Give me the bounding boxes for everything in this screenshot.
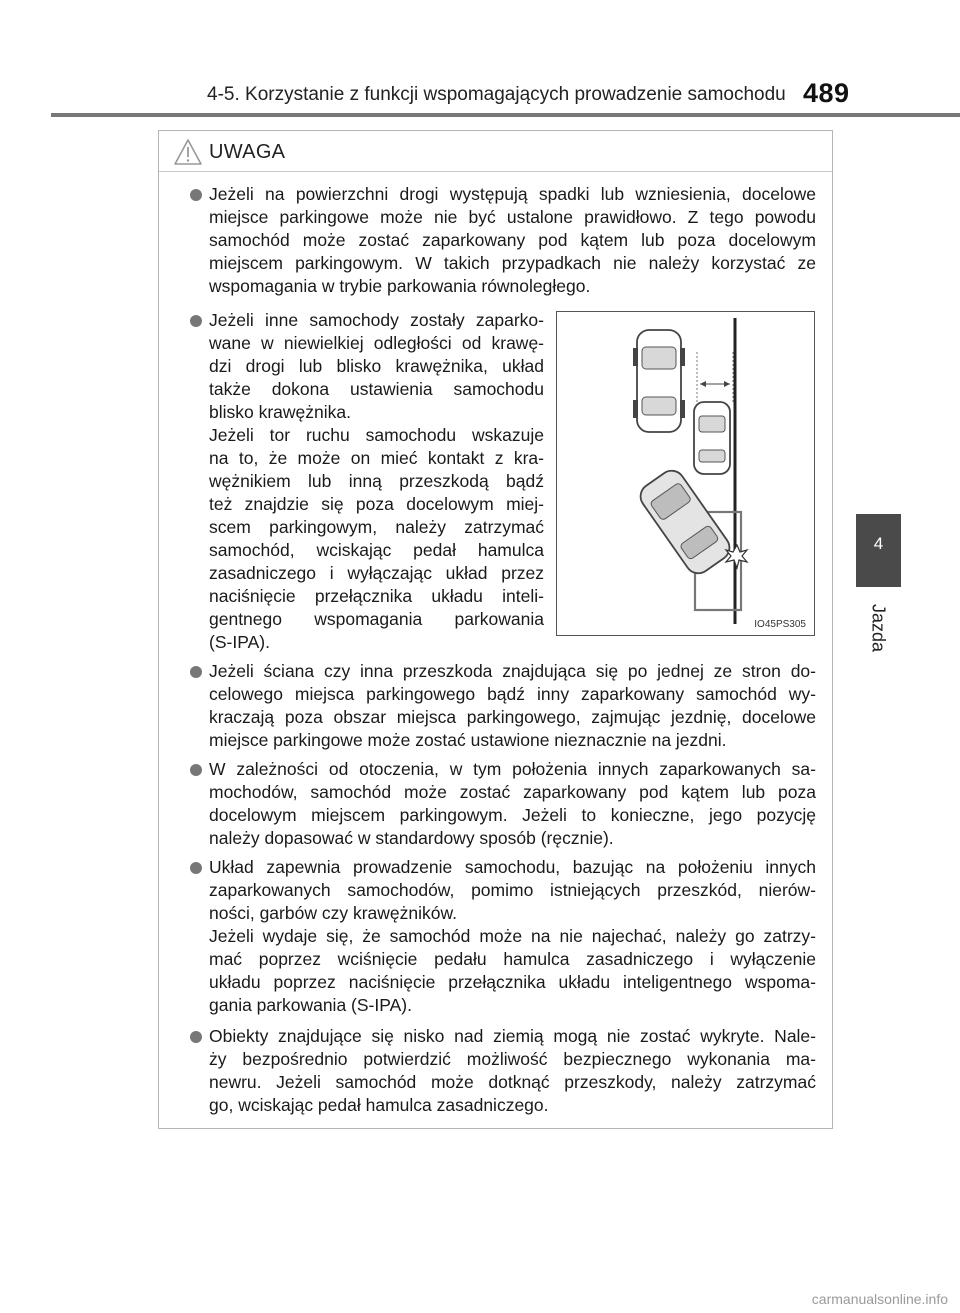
text-line: na to, że może on mieć kontakt z kra- (209, 448, 544, 468)
warning-header (159, 131, 832, 172)
text-line: zasadniczego i wyłączając układ przez (209, 563, 544, 583)
warning-item-1 (209, 183, 816, 298)
text-line: układu poprzez naciśnięcie przełącznika układu inteligentnego wspoma- (209, 972, 816, 992)
bullet-icon (190, 189, 202, 201)
text-line: też znajdzie się poza docelowym miej- (209, 494, 544, 514)
parking-illustration (556, 311, 815, 636)
text-line: ży bezpośrednio potwierdzić możliwość bezpiecznego wykonania ma- (209, 1049, 816, 1069)
chapter-tab-number: 4 (873, 534, 884, 553)
text-line: Jeżeli tor ruchu samochodu wskazuje (209, 425, 544, 445)
text-line: celowego miejsca parkingowego bądź inny zaparkowany samochód wy- (209, 684, 816, 704)
bullet-icon (190, 666, 202, 678)
warning-title: UWAGA (209, 141, 286, 163)
bullet-icon (190, 862, 202, 874)
text-line: ności, garbów czy krawężników. (209, 903, 458, 923)
watermark-text: carmanualsonline.info (811, 1291, 948, 1307)
text-line: miejscem parkingowym. W takich przypadkach nie należy korzystać ze (209, 253, 816, 273)
chapter-tab[interactable] (856, 514, 901, 587)
text-line: gentnego wspomagania parkowania (209, 609, 544, 629)
warning-triangle-icon (173, 138, 203, 166)
text-line: Jeżeli ściana czy inna przeszkoda znajdująca się po jednej ze stron do- (209, 661, 816, 681)
text-line: newru. Jeżeli samochód może dotknąć przeszkody, należy zatrzymać (209, 1072, 816, 1092)
text-line: wężnikiem lub inną przeszkodą bądź (209, 471, 544, 491)
text-line: mochodów, samochód może zostać zaparkowany pod kątem lub poza (209, 782, 816, 802)
text-line: Jeżeli wydaje się, że samochód może na nie najechać, należy go zatrzy- (209, 926, 816, 946)
warning-item-4 (209, 758, 816, 850)
header-title: 4-5. Korzystanie z funkcji wspomagających prowadzenie samochodu (207, 84, 786, 105)
text-line: mać poprzez wciśnięcie pedału hamulca zasadniczego i wyłączenie (209, 949, 816, 969)
text-line: scem parkingowym, należy zatrzymać (209, 517, 544, 537)
chapter-label (866, 598, 890, 658)
text-line: Układ zapewnia prowadzenie samochodu, bazując na położeniu innych (209, 857, 816, 877)
text-line: (S-IPA). (209, 632, 270, 652)
header-rule (51, 113, 960, 117)
warning-item-3 (209, 660, 816, 752)
text-line: W zależności od otoczenia, w tym położenia innych zaparkowanych sa- (209, 759, 816, 779)
warning-item-6 (209, 1025, 816, 1117)
text-line: kraczają poza obszar miejsca parkingowego, zajmując jezdnię, docelowe (209, 707, 816, 727)
text-line: samochód może zostać zaparkowany pod kątem lub poza docelowym (209, 230, 816, 250)
text-line: Jeżeli na powierzchni drogi występują spadki lub wzniesienia, docelowe (209, 184, 816, 204)
text-line: naciśnięcie przełącznika układu inteli- (209, 586, 544, 606)
text-line: Obiekty znajdujące się nisko nad ziemią mogą nie zostać wykryte. Nale- (209, 1026, 816, 1046)
warning-item-5 (209, 856, 816, 1017)
text-line: wane w niewielkiej odległości od krawę- (209, 333, 544, 353)
bullet-icon (190, 764, 202, 776)
text-line: należy dopasować w standardowy sposób (ręcznie). (209, 828, 614, 848)
text-line: wspomagania w trybie parkowania równoległego. (209, 276, 591, 296)
text-line: go, wciskając pedał hamulca zasadniczego. (209, 1095, 549, 1115)
text-line: zaparkowanych samochodów, pomimo istniejących przeszkód, nierów- (209, 880, 816, 900)
parking-diagram (557, 312, 814, 635)
text-line: także dokona ustawienia samochodu (209, 379, 544, 399)
warning-item-2 (209, 309, 544, 654)
text-line: miejsce parkingowe może zostać ustawione nieznacznie na jezdni. (209, 730, 727, 750)
text-line: miejsce parkingowe może nie być ustalone prawidłowo. Z tego powodu (209, 207, 816, 227)
text-line: dzi drogi lub blisko krawężnika, układ (209, 356, 544, 376)
text-line: Jeżeli inne samochody zostały zaparko- (209, 310, 544, 330)
bullet-icon (190, 1031, 202, 1043)
text-line: gania parkowania (S-IPA). (209, 995, 412, 1015)
text-line: samochód, wciskając pedał hamulca (209, 540, 544, 560)
text-line: docelowym miejscem parkingowym. Jeżeli to konieczne, jego pozycję (209, 805, 816, 825)
parked-car-rear (694, 402, 730, 474)
parking-car (636, 466, 735, 579)
chapter-label-text: Jazda (868, 603, 889, 653)
parked-car-front (637, 330, 681, 432)
bullet-icon (190, 315, 202, 327)
text-line: blisko krawężnika. (209, 402, 351, 422)
figure-id: IO45PS305 (754, 619, 806, 630)
page-number: 489 (803, 78, 850, 108)
